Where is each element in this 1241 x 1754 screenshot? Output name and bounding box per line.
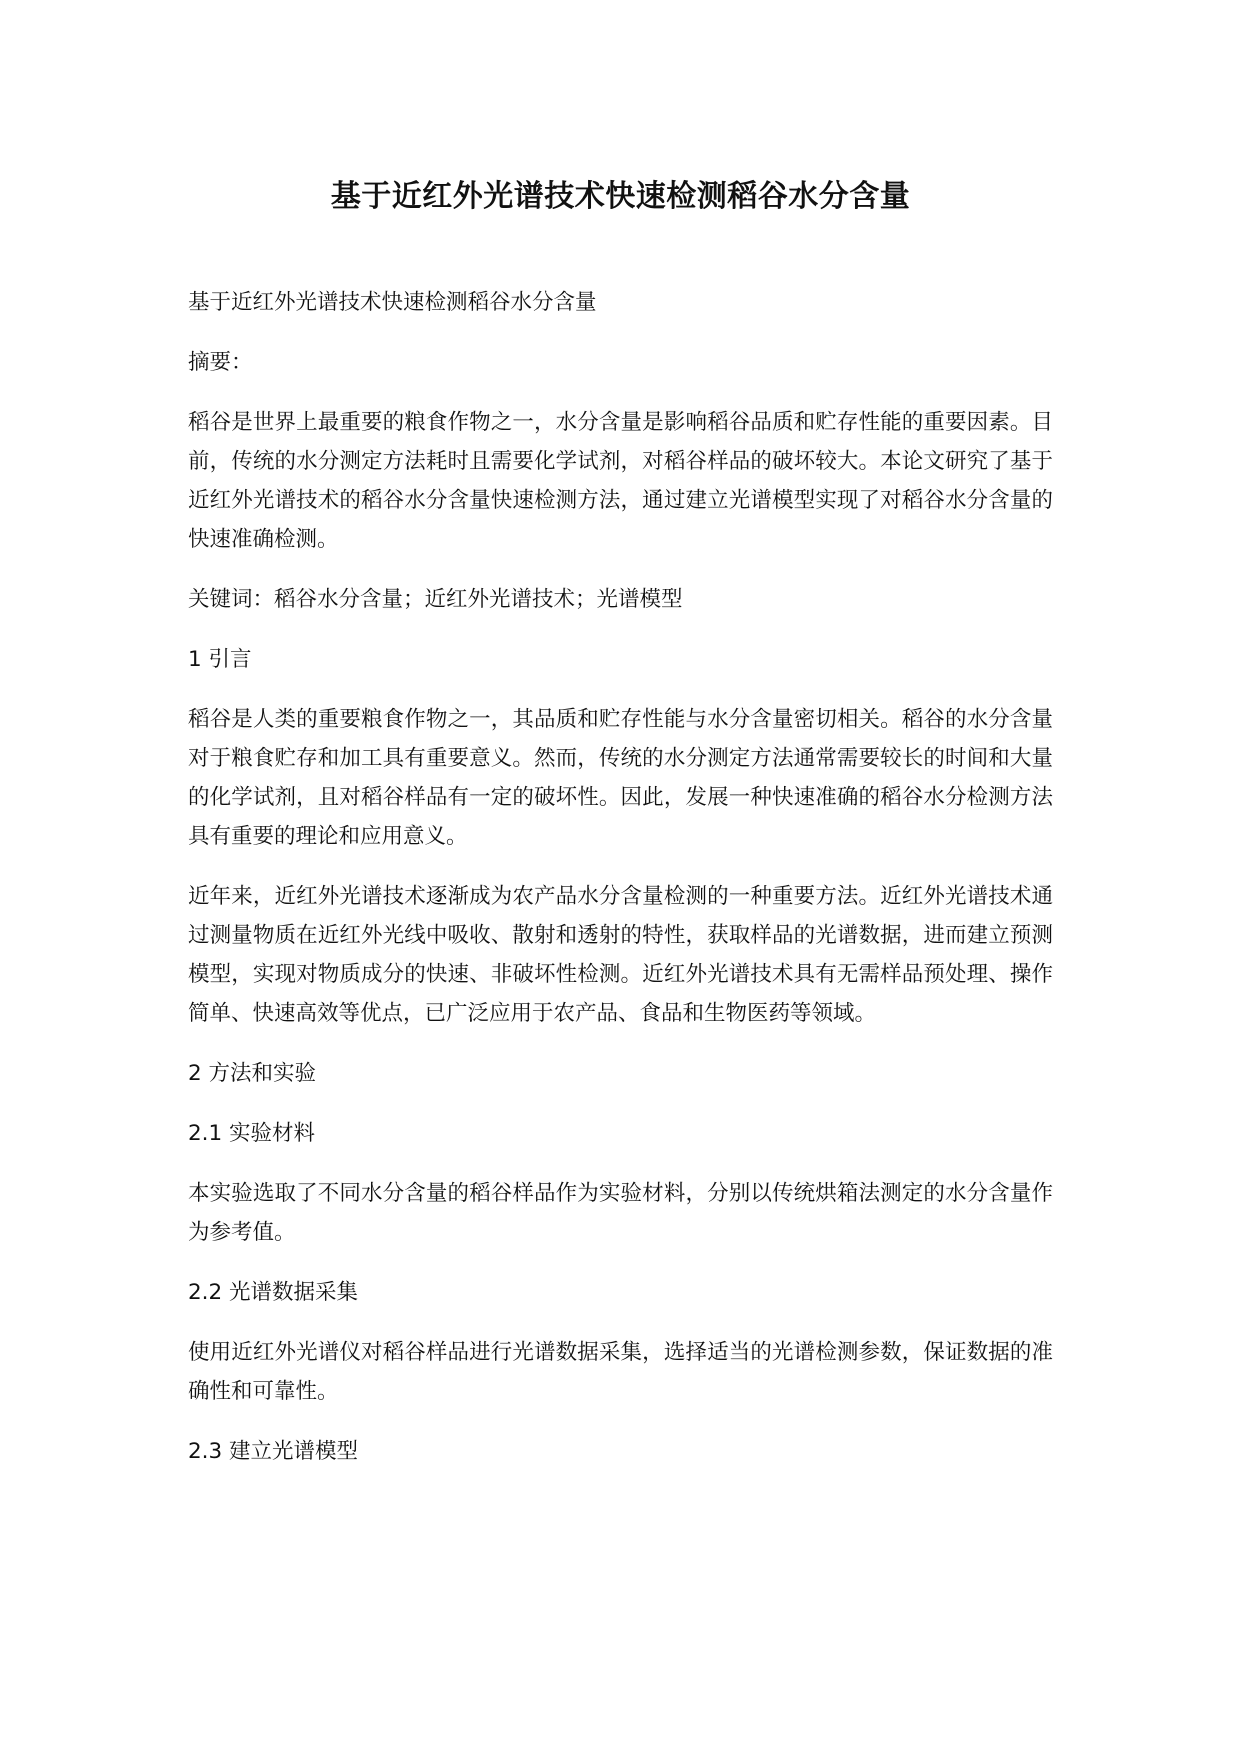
subsection-heading-spectral-data: 2.2 光谱数据采集	[188, 1280, 359, 1305]
section-heading-methods: 2 方法和实验	[188, 1061, 317, 1086]
section-heading-introduction: 1 引言	[188, 647, 252, 672]
abstract-paragraph: 稻谷是世界上最重要的粮食作物之一，水分含量是影响稻谷品质和贮存性能的重要因素。目前，传统的水分测定方法耗时且需要化学试剂，对稻谷样品的破坏较大。本论文研究了基于近红外光谱技术的稻谷水分含量快速检测方法，通过建立光谱模型实现了对稻谷水分含量的快速准确检测。	[188, 410, 1053, 552]
document-subtitle: 基于近红外光谱技术快速检测稻谷水分含量	[188, 290, 597, 315]
subsection-heading-materials: 2.1 实验材料	[188, 1121, 316, 1146]
introduction-paragraph-2: 近年来，近红外光谱技术逐渐成为农产品水分含量检测的一种重要方法。近红外光谱技术通过测量物质在近红外光线中吸收、散射和透射的特性，获取样品的光谱数据，进而建立预测模型，实现对物质成分的快速、非破坏性检测。近红外光谱技术具有无需样品预处理、操作简单、快速高效等优点，已广泛应用于农产品、食品和生物医药等领域。	[188, 884, 1053, 1026]
spectral-data-paragraph: 使用近红外光谱仪对稻谷样品进行光谱数据采集，选择适当的光谱检测参数，保证数据的准确性和可靠性。	[188, 1340, 1053, 1404]
document-title: 基于近红外光谱技术快速检测稻谷水分含量	[330, 179, 911, 214]
keywords-line: 关键词：稻谷水分含量；近红外光谱技术；光谱模型	[188, 587, 683, 612]
materials-paragraph: 本实验选取了不同水分含量的稻谷样品作为实验材料，分别以传统烘箱法测定的水分含量作为参考值。	[188, 1181, 1053, 1245]
document-body	[188, 283, 1053, 1492]
abstract-label: 摘要：	[188, 350, 253, 375]
introduction-paragraph-1: 稻谷是人类的重要粮食作物之一，其品质和贮存性能与水分含量密切相关。稻谷的水分含量对于粮食贮存和加工具有重要意义。然而，传统的水分测定方法通常需要较长的时间和大量的化学试剂，且对稻谷样品有一定的破坏性。因此，发展一种快速准确的稻谷水分检测方法具有重要的理论和应用意义。	[188, 707, 1053, 849]
subsection-heading-spectral-model: 2.3 建立光谱模型	[188, 1439, 359, 1464]
